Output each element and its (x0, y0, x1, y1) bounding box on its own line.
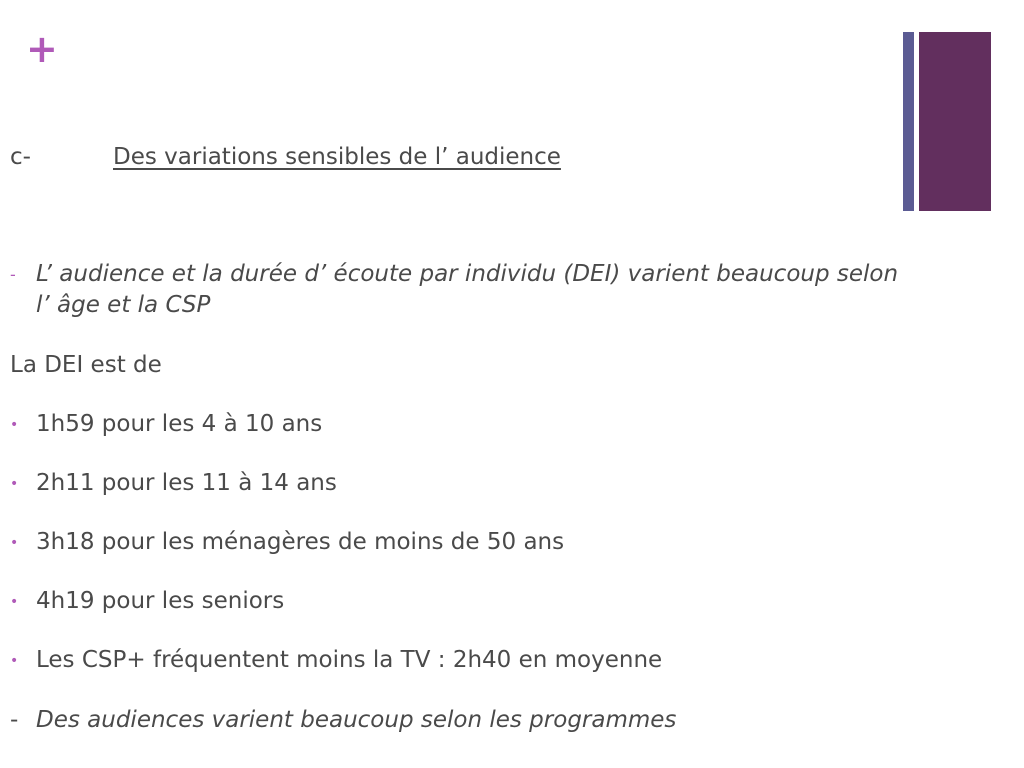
bullet-text: 4h19 pour les seniors (36, 588, 285, 614)
plus-icon: + (26, 27, 58, 71)
bullet-icon: • (10, 534, 19, 551)
heading-prefix: c- (10, 144, 31, 170)
list-item (10, 468, 662, 527)
point-text-line1: L’ audience et la durée d’ écoute par individu (DEI) varient beaucoup selon (36, 261, 899, 287)
decorative-bar-thin (903, 32, 914, 211)
intro-paragraph: La DEI est de (10, 352, 162, 378)
bullet-icon: • (10, 593, 19, 610)
slide-heading (10, 142, 561, 172)
closing-point-text: Des audiences varient beaucoup selon les programmes (36, 707, 677, 733)
point-audiences-programmes (10, 705, 676, 736)
bullet-icon: • (10, 416, 19, 433)
bullet-text: Les CSP+ fréquentent moins la TV : 2h40 en moyenne (36, 647, 663, 673)
bullet-icon: • (10, 475, 19, 492)
list-item (10, 645, 662, 704)
point-audience-dei (10, 259, 898, 321)
list-item (10, 586, 662, 645)
bullet-text: 3h18 pour les ménagères de moins de 50 ans (36, 529, 565, 555)
dash-marker: - (10, 707, 19, 733)
bullet-text: 1h59 pour les 4 à 10 ans (36, 411, 323, 437)
heading-title: Des variations sensibles de l’ audience (113, 144, 561, 170)
bullet-icon: • (10, 652, 19, 669)
list-item (10, 527, 662, 586)
bullet-text: 2h11 pour les 11 à 14 ans (36, 470, 337, 496)
dei-bullet-list (10, 409, 662, 704)
decorative-bar-thick (919, 32, 991, 211)
list-item (10, 409, 662, 468)
dash-marker: - (10, 265, 16, 284)
point-text-line2: l’ âge et la CSP (36, 292, 211, 318)
